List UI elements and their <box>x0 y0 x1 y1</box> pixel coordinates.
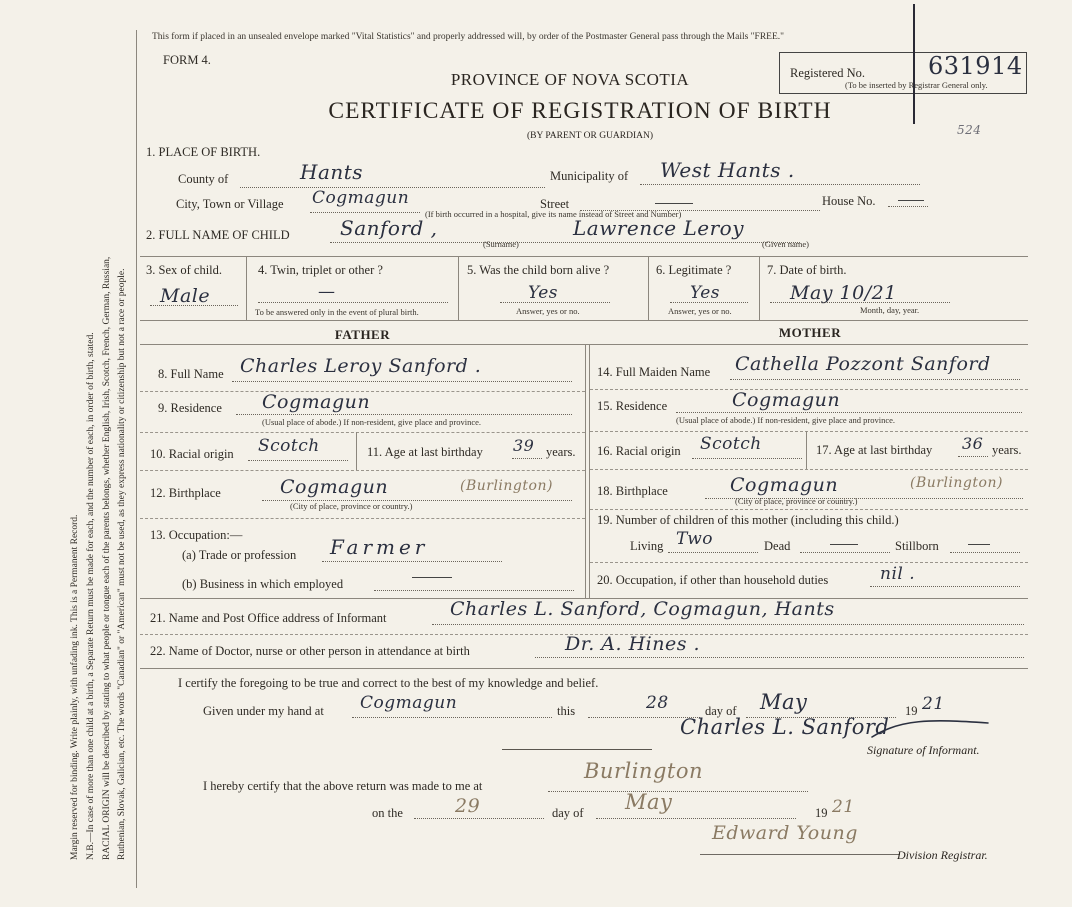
certify-day-of-label: day of <box>705 704 737 718</box>
living-value: Two <box>676 529 714 549</box>
parents-divider <box>585 344 586 598</box>
informant-label: 21. Name and Post Office address of Informant <box>150 611 387 625</box>
informant-value: Charles L. Sanford, Cogmagun, Hants <box>450 598 835 620</box>
margin-notes <box>0 0 140 907</box>
registrar-year-value: 21 <box>832 797 855 817</box>
stillborn-value <box>968 544 990 545</box>
father-name-label: 8. Full Name <box>158 367 224 381</box>
county-label: County of <box>178 172 229 186</box>
municipality-label: Municipality of <box>550 169 629 183</box>
mother-age-years: years. <box>992 443 1022 457</box>
business-value <box>412 577 452 578</box>
registrar-statement: I hereby certify that the above return was made to me at <box>203 779 483 793</box>
certify-month-value: May <box>760 690 808 714</box>
father-residence-note: (Usual place of abode.) If non-resident, give place and province. <box>262 417 482 427</box>
mother-racial-value: Scotch <box>700 434 762 454</box>
municipality-value: West Hants . <box>660 158 795 182</box>
surname-note: (Surname) <box>483 239 519 249</box>
alive-label: 5. Was the child born alive ? <box>467 263 610 277</box>
registrar-month-value: May <box>625 790 673 814</box>
city-label: City, Town or Village <box>176 197 284 211</box>
margin-note-1: Margin reserved for binding. Write plainly, with unfading ink. This is a Permanent Record. <box>70 514 80 860</box>
doctor-label: 22. Name of Doctor, nurse or other person in attendance at birth <box>150 644 470 658</box>
this-label: this <box>557 704 576 718</box>
alive-value: Yes <box>528 283 559 303</box>
margin-rule <box>136 30 137 888</box>
row-divider-top <box>140 256 1028 257</box>
father-birthplace-extra: (Burlington) <box>460 478 553 494</box>
registrar-day-of-label: day of <box>552 806 584 820</box>
street-dash <box>655 203 693 204</box>
certify-day-value: 28 <box>646 693 669 713</box>
father-residence-label: 9. Residence <box>158 401 222 415</box>
place-section-label: 1. PLACE OF BIRTH. <box>146 145 261 159</box>
street-label: Street <box>540 197 570 211</box>
mother-birthplace-value: Cogmagun <box>730 474 839 496</box>
birth-date-value: May 10/21 <box>790 282 897 304</box>
mother-birthplace-note: (City of place, province or country.) <box>735 496 858 506</box>
father-age-label: 11. Age at last birthday <box>367 445 483 459</box>
child-surname-value: Sanford , <box>340 216 438 240</box>
given-label: Given under my hand at <box>203 704 324 718</box>
birth-date-label: 7. Date of birth. <box>767 263 847 277</box>
mother-age-label: 17. Age at last birthday <box>816 443 933 457</box>
sex-value: Male <box>160 285 211 307</box>
house-dash <box>898 200 924 201</box>
registered-label: Registered No. <box>790 66 865 80</box>
father-birthplace-value: Cogmagun <box>280 476 389 498</box>
mother-name-value: Cathella Pozzont Sanford <box>735 353 991 375</box>
legitimate-value: Yes <box>690 283 721 303</box>
father-occupation-label: 13. Occupation:— <box>150 528 243 542</box>
dead-label: Dead <box>764 539 791 553</box>
child-given-value: Lawrence Leroy <box>573 216 745 240</box>
informant-signature-label: Signature of Informant. <box>867 743 980 757</box>
on-the-label: on the <box>372 806 403 820</box>
twin-label: 4. Twin, triplet or other ? <box>258 263 383 277</box>
informant-signature: Charles L. Sanford <box>680 715 890 739</box>
trade-label: (a) Trade or profession <box>182 548 297 562</box>
city-value: Cogmagun <box>312 188 410 208</box>
mother-racial-label: 16. Racial origin <box>597 444 681 458</box>
certify-year-value: 21 <box>922 694 945 714</box>
province-heading: PROVINCE OF NOVA SCOTIA <box>450 70 690 89</box>
certify-year-prefix: 19 <box>905 704 918 718</box>
stillborn-label: Stillborn <box>895 539 939 553</box>
father-racial-value: Scotch <box>258 436 320 456</box>
registrar-year-prefix: 19 <box>815 806 828 820</box>
living-label: Living <box>630 539 664 553</box>
mother-children-label: 19. Number of children of this mother (including this child.) <box>597 513 899 527</box>
registrar-note: (To be inserted by Registrar General only. <box>845 80 988 90</box>
certificate-subtitle: (BY PARENT OR GUARDIAN) <box>526 131 654 141</box>
legitimate-note: Answer, yes or no. <box>668 306 732 316</box>
corner-mark: 524 <box>957 123 982 137</box>
twin-value: — <box>318 282 336 302</box>
birth-date-note: Month, day, year. <box>860 305 920 315</box>
margin-note-3: RACIAL ORIGIN will be described by stating to what people or tongue each of the parents belongs, whether English, Irish, Scotch, French, German, Russian, <box>102 256 112 860</box>
given-place-value: Cogmagun <box>360 693 458 713</box>
margin-note-4: Ruthenian, Slovak, Galician, etc. The words "Canadian" or "American" must not be used, as they express nationality or citizenship but not a race or people. <box>117 268 127 860</box>
registrar-signature-label: Division Registrar. <box>897 848 988 862</box>
house-label: House No. <box>822 194 876 208</box>
margin-note-2: N.B.—In case of more than one child at a birth, a Separate Return must be made for each, and the number of each, in order of birth, stated. <box>86 332 96 860</box>
legitimate-label: 6. Legitimate ? <box>656 263 732 277</box>
twin-note: To be answered only in the event of plural birth. <box>255 307 419 317</box>
alive-note: Answer, yes or no. <box>516 306 580 316</box>
registered-value: 631914 <box>928 52 1023 80</box>
registrar-day-value: 29 <box>455 795 481 817</box>
registrar-place-value: Burlington <box>584 759 704 783</box>
registrar-signature: Edward Young <box>712 822 858 844</box>
mother-occupation-value: nil . <box>880 564 916 584</box>
doctor-value: Dr. A. Hines . <box>565 633 701 655</box>
father-birthplace-note: (City of place, province or country.) <box>290 501 413 511</box>
sex-label: 3. Sex of child. <box>146 263 223 277</box>
father-heading: FATHER <box>334 327 391 342</box>
form-number: FORM 4. <box>163 53 211 67</box>
child-name-label: 2. FULL NAME OF CHILD <box>146 228 290 242</box>
row-divider-bottom <box>140 320 1028 321</box>
mother-heading: MOTHER <box>778 325 842 340</box>
father-racial-label: 10. Racial origin <box>150 447 234 461</box>
father-birthplace-label: 12. Birthplace <box>150 486 221 500</box>
mother-birthplace-label: 18. Birthplace <box>597 484 668 498</box>
certify-statement: I certify the foregoing to be true and correct to the best of my knowledge and belief. <box>178 676 599 690</box>
trade-value: Farmer <box>330 535 429 559</box>
mother-birthplace-extra: (Burlington) <box>910 475 1003 491</box>
mother-name-label: 14. Full Maiden Name <box>597 365 711 379</box>
certificate-title: CERTIFICATE OF REGISTRATION OF BIRTH <box>328 98 832 124</box>
hospital-note: (If birth occurred in a hospital, give its name instead of Street and Number) <box>425 209 682 219</box>
dead-value <box>830 544 858 545</box>
mother-residence-note: (Usual place of abode.) If non-resident, give place and province. <box>676 415 896 425</box>
business-label: (b) Business in which employed <box>182 577 344 591</box>
given-note: (Given name) <box>762 239 809 249</box>
father-age-years: years. <box>546 445 576 459</box>
mother-occupation-label: 20. Occupation, if other than household duties <box>597 573 829 587</box>
signature-flourish <box>870 715 990 745</box>
father-name-value: Charles Leroy Sanford . <box>240 355 482 377</box>
mother-age-value: 36 <box>962 434 984 453</box>
mother-residence-value: Cogmagun <box>732 389 841 411</box>
mother-residence-label: 15. Residence <box>597 399 668 413</box>
mail-notice: This form if placed in an unsealed envelope marked "Vital Statistics" and properly addressed will, by order of the Postmaster General pass through the Mails "FREE." <box>152 32 785 42</box>
father-age-value: 39 <box>513 436 535 455</box>
father-residence-value: Cogmagun <box>262 391 371 413</box>
county-value: Hants <box>300 160 364 184</box>
